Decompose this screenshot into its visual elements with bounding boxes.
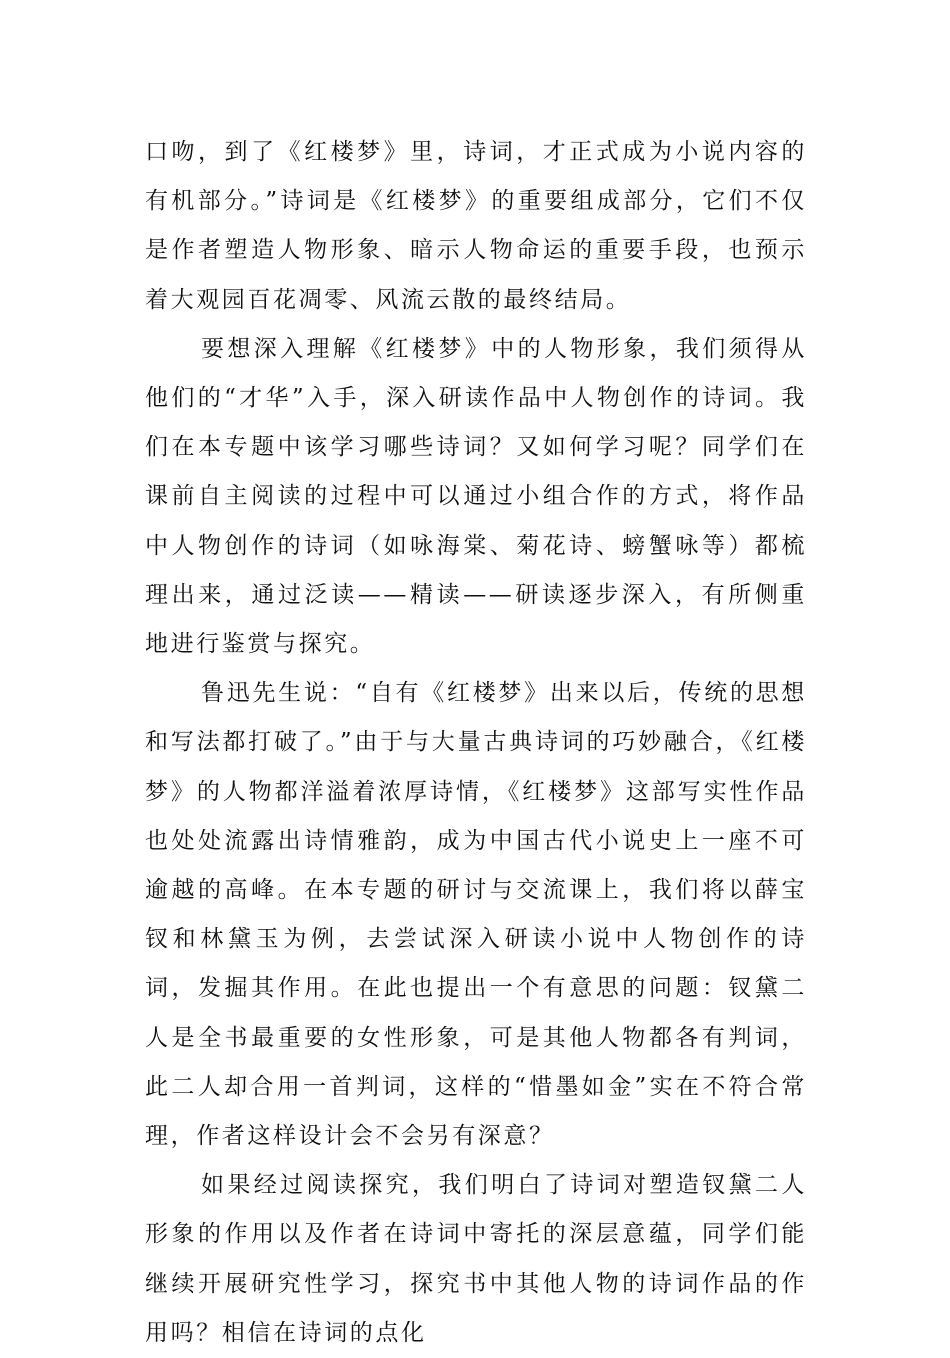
paragraph-4: 如果经过阅读探究，我们明白了诗词对塑造钗黛二人形象的作用以及作者在诗词中寄托的深层意蕴，同学们能继续开展研究性学习，探究书中其他人物的诗词作品的作用吗？相信在诗词的点化 xyxy=(145,1172,807,1346)
paragraph-1: 口吻，到了《红楼梦》里，诗词，才正式成为小说内容的有机部分。”诗词是《红楼梦》的重要组成部分，它们不仅是作者塑造人物形象、暗示人物命运的重要手段，也预示着大观园百花凋零、风流云散的最终结局。 xyxy=(145,139,807,313)
paragraph-2: 要想深入理解《红楼梦》中的人物形象，我们须得从他们的“才华”入手，深入研读作品中人物创作的诗词。我们在本专题中该学习哪些诗词？又如何学习呢？同学们在课前自主阅读的过程中可以通过小组合作的方式，将作品中人物创作的诗词（如咏海棠、菊花诗、螃蟹咏等）都梳理出来，通过泛读——精读——研读逐步深入，有所侧重地进行鉴赏与探究。 xyxy=(145,335,807,658)
paragraph-3: 鲁迅先生说：“自有《红楼梦》出来以后，传统的思想和写法都打破了。”由于与大量古典诗词的巧妙融合，《红楼梦》的人物都洋溢着浓厚诗情，《红楼梦》这部写实性作品也处处流露出诗情雅韵，成为中国古代小说史上一座不可逾越的高峰。在本专题的研讨与交流课上，我们将以薛宝钗和林黛玉为例，去尝试深入研读小说中人物创作的诗词，发掘其作用。在此也提出一个有意思的问题：钗黛二人是全书最重要的女性形象，可是其他人物都各有判词，此二人却合用一首判词，这样的“惜墨如金”实在不符合常理，作者这样设计会不会另有深意？ xyxy=(145,680,807,1150)
document-body xyxy=(145,128,807,1358)
